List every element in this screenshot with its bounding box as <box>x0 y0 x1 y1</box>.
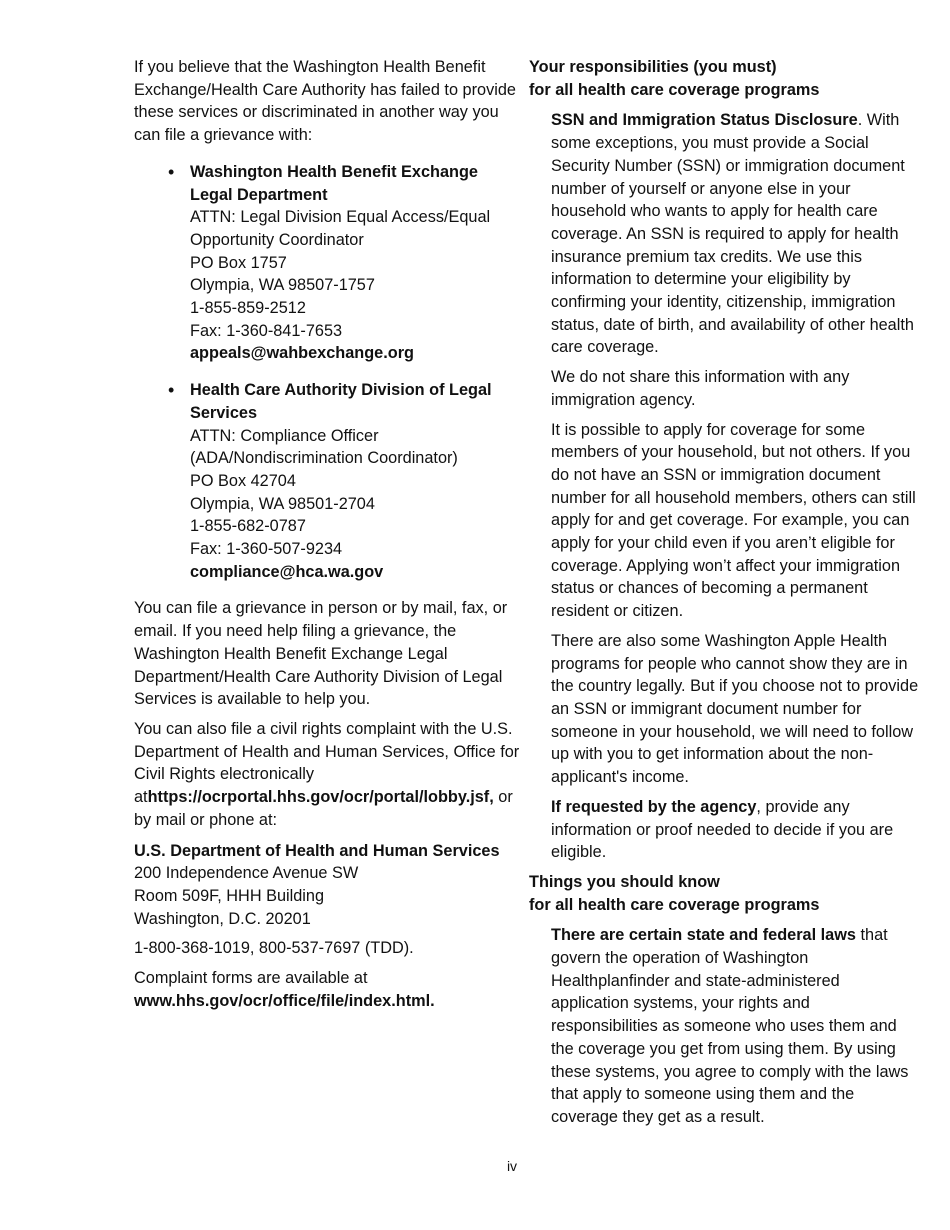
ssn-heading: SSN and Immigration Status Disclosure <box>551 111 858 130</box>
ssn-paragraph <box>551 109 921 359</box>
responsibilities-heading-line-1: Your responsibilities (you must) <box>529 58 777 76</box>
contact-hca-phone: 1-855-682-0787 <box>190 517 306 536</box>
requested-heading: If requested by the agency <box>551 797 757 816</box>
contact-hca <box>190 379 520 583</box>
contact-exchange-city: Olympia, WA 98507-1757 <box>190 276 375 295</box>
civil-rights-prefix: You can also file a civil rights complaint with the U.S. Department of Health and Human Services, Office for Civil Rights electronically at <box>134 719 520 807</box>
things-to-know-section <box>529 924 921 1128</box>
responsibilities-section <box>529 109 921 864</box>
left-column <box>134 56 520 1019</box>
civil-rights-paragraph <box>134 718 520 832</box>
contact-exchange-phone: 1-855-859-2512 <box>190 299 306 318</box>
contact-hca-title: • Health Care Authority Division of Legal Services <box>190 381 492 422</box>
responsibilities-heading-line-2: for all health care coverage programs <box>529 80 820 99</box>
things-to-know-heading-line-1: Things you should know <box>529 872 720 891</box>
contact-exchange-title: • Washington Health Benefit Exchange Legal Department <box>190 162 478 204</box>
things-to-know-heading-line-2: for all health care coverage programs <box>529 895 820 914</box>
hhs-city: Washington, D.C. 20201 <box>134 909 311 928</box>
contact-hca-pobox: PO Box 42704 <box>190 471 296 490</box>
laws-paragraph <box>551 924 921 1128</box>
no-share-paragraph: We do not share this information with any immigration agency. <box>551 368 850 409</box>
apple-health-paragraph: There are also some Washington Apple Health programs for people who cannot show they are in the country legally. But if you choose not to provide an SSN or immigrant document number for someone in your household, we will need to follow up with you to get information about the non-applicant's income. <box>551 631 919 787</box>
contact-hca-fax: Fax: 1-360-507-9234 <box>190 540 343 559</box>
file-grievance-paragraph: You can file a grievance in person or by mail, fax, or email. If you need help filing a grievance, the Washington Health Benefit Exchange Legal Department/Health Care Authority Division of Legal Services is available to help you. <box>134 599 508 709</box>
hhs-address-block <box>134 840 520 931</box>
right-column <box>529 56 921 1136</box>
possible-apply-paragraph: It is possible to apply for coverage for some members of your household, but not others. If you do not have an SSN or immigration document number for all household members, others can still apply for and get coverage. For example, you can apply for your child even if you aren’t eligible for coverage. Applying won’t affect your immigration status or chances of becoming a permanent resident or citizen. <box>551 420 916 621</box>
contact-exchange-email: appeals@wahbexchange.org <box>190 344 414 363</box>
complaint-forms-text: Complaint forms are available at <box>134 969 368 988</box>
hhs-street: 200 Independence Avenue SW <box>134 864 359 883</box>
hhs-title: U.S. Department of Health and Human Services <box>134 841 500 860</box>
requested-text: , provide any information or proof needed to decide if you are eligible. <box>551 797 894 862</box>
contact-exchange-pobox: PO Box 1757 <box>190 253 287 272</box>
contact-exchange-attn: ATTN: Legal Division Equal Access/Equal Opportunity Coordinator <box>190 208 491 249</box>
contact-hca-email: compliance@hca.wa.gov <box>190 562 384 581</box>
contact-list <box>134 161 520 584</box>
complaint-forms-paragraph <box>134 967 520 1012</box>
civil-rights-suffix: or by mail or phone at: <box>134 788 513 829</box>
ocr-portal-link[interactable]: https://ocrportal.hhs.gov/ocr/portal/lobby.jsf, <box>147 788 494 807</box>
ssn-text: . With some exceptions, you must provide a Social Security Number (SSN) or immigration document number of yourself or anyone else in your household who wants to apply for health care coverage. An SSN is required to apply for health insurance premium tax credits. We use this information to determine your eligibility by confirming your identity, citizenship, immigration status, date of birth, and availability of other health care coverage. <box>551 111 914 357</box>
page-number: iv <box>506 1158 518 1174</box>
responsibilities-heading <box>529 56 921 101</box>
complaint-forms-link[interactable]: www.hhs.gov/ocr/office/file/index.html. <box>134 991 435 1010</box>
contact-exchange <box>190 161 520 365</box>
hhs-phone: 1-800-368-1019, 800-537-7697 (TDD). <box>134 939 414 958</box>
things-to-know-heading <box>529 871 921 916</box>
laws-heading: There are certain state and federal laws <box>551 926 856 945</box>
intro-paragraph: If you believe that the Washington Health Benefit Exchange/Health Care Authority has failed to provide these services or discriminated in another way you can file a grievance with: <box>134 58 516 145</box>
hhs-room: Room 509F, HHH Building <box>134 886 325 905</box>
laws-text: that govern the operation of Washington Healthplanfinder and state-administered application systems, your rights and responsibilities as someone who uses them and the coverage you get from using them. By using these systems, you agree to comply with the laws that apply to someone using them and the coverage they get as a result. <box>551 926 909 1126</box>
contact-hca-coordinator: (ADA/Nondiscrimination Coordinator) <box>190 449 458 468</box>
contact-hca-city: Olympia, WA 98501-2704 <box>190 494 375 513</box>
contact-hca-attn: ATTN: Compliance Officer <box>190 426 379 445</box>
requested-paragraph <box>551 796 921 864</box>
contact-exchange-fax: Fax: 1-360-841-7653 <box>190 321 343 340</box>
